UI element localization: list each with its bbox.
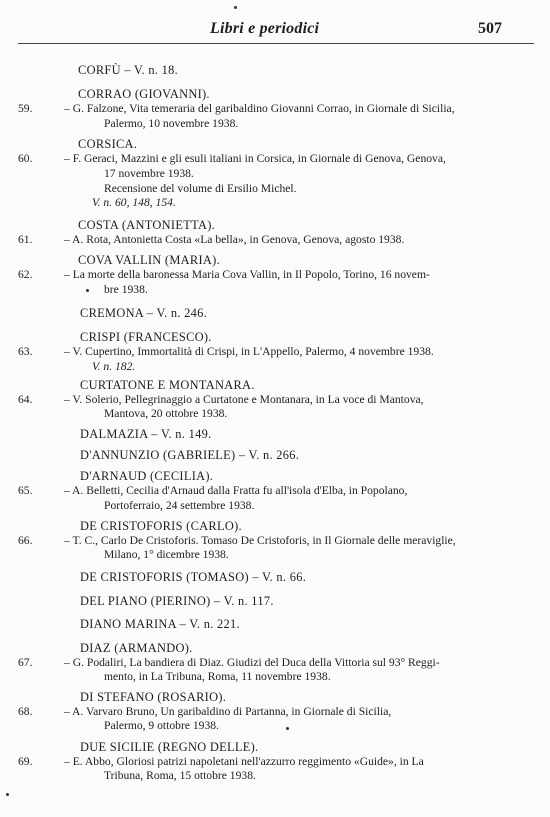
cross-reference: V. n. 182.: [92, 360, 136, 373]
subject-heading: DEL PIANO (PIERINO) – V. n. 117.: [80, 594, 274, 608]
print-speck: [286, 727, 289, 730]
print-speck: [234, 6, 237, 9]
entry-number: 67.: [18, 656, 33, 669]
subject-heading: D'ARNAUD (CECILIA).: [80, 469, 214, 483]
entry-line: – A. Rota, Antonietta Costa «La bella», in Genova, Genova, agosto 1938.: [64, 233, 405, 246]
entry-number: 61.: [18, 233, 33, 246]
entry-line: – T. C., Carlo De Cristoforis. Tomaso De Cristoforis, in Il Giornale delle meraviglie,: [64, 534, 456, 547]
entry-line: – F. Geraci, Mazzini e gli esuli italiani in Corsica, in Giornale di Genova, Genova,: [64, 152, 446, 165]
page-number: 507: [478, 20, 502, 37]
entry-number: 64.: [18, 393, 33, 406]
subject-heading: CORFÙ – V. n. 18.: [78, 63, 179, 77]
entry-line: – E. Abbo, Gloriosi patrizi napoletani nell'azzurro reggimento «Guide», in La: [64, 755, 424, 768]
entry-line: – A. Varvaro Bruno, Un garibaldino di Partanna, in Giornale di Sicilia,: [64, 705, 392, 718]
entry-line: – V. Solerio, Pellegrinaggio a Curtatone e Montanara, in La voce di Mantova,: [64, 393, 424, 406]
entry-continuation: Palermo, 10 novembre 1938.: [104, 117, 239, 130]
entry-continuation: 17 novembre 1938.: [104, 167, 194, 180]
running-title: Libri e periodici: [210, 20, 320, 37]
subject-heading: COSTA (ANTONIETTA).: [78, 218, 216, 232]
entry-number: 60.: [18, 152, 33, 165]
entry-line: – G. Falzone, Vita temeraria del garibaldino Giovanni Corrao, in Giornale di Sicilia,: [64, 102, 455, 115]
entry-note: Recensione del volume di Ersilio Michel.: [104, 182, 297, 195]
subject-heading: DI STEFANO (ROSARIO).: [80, 690, 227, 704]
entry-line: – A. Belletti, Cecilia d'Arnaud dalla Fratta fu all'isola d'Elba, in Popolano,: [64, 484, 408, 497]
subject-heading: CURTATONE E MONTANARA.: [80, 378, 255, 392]
print-speck: [6, 793, 9, 796]
subject-heading: DIANO MARINA – V. n. 221.: [80, 617, 240, 631]
entry-number: 59.: [18, 102, 33, 115]
entry-number: 65.: [18, 484, 33, 497]
entry-number: 63.: [18, 345, 33, 358]
cross-reference: V. n. 60, 148, 154.: [92, 196, 176, 209]
entry-line: – V. Cupertino, Immortalità di Crispi, in L'Appello, Palermo, 4 novembre 1938.: [64, 345, 434, 358]
entry-number: 68.: [18, 705, 33, 718]
entry-continuation: mento, in La Tribuna, Roma, 11 novembre 1938.: [104, 670, 331, 683]
entry-number: 62.: [18, 268, 33, 281]
entry-line: – La morte della baronessa Maria Cova Vallin, in Il Popolo, Torino, 16 novem-: [64, 268, 430, 281]
subject-heading: COVA VALLIN (MARIA).: [78, 253, 220, 267]
entry-continuation: Milano, 1° dicembre 1938.: [104, 548, 229, 561]
entry-continuation: Mantova, 20 ottobre 1938.: [104, 407, 228, 420]
running-header: [0, 18, 550, 44]
subject-heading: D'ANNUNZIO (GABRIELE) – V. n. 266.: [80, 448, 300, 462]
entry-number: 69.: [18, 755, 33, 768]
entry-continuation: Portoferraio, 24 settembre 1938.: [104, 499, 255, 512]
subject-heading: DUE SICILIE (REGNO DELLE).: [80, 740, 259, 754]
subject-heading: DE CRISTOFORIS (CARLO).: [80, 519, 242, 533]
header-rule: [18, 43, 534, 44]
entry-line: – G. Podaliri, La bandiera di Diaz. Giudizi del Duca della Vittoria sul 93° Reggi-: [64, 656, 440, 669]
subject-heading: DE CRISTOFORIS (TOMASO) – V. n. 66.: [80, 570, 307, 584]
subject-heading: CRISPI (FRANCESCO).: [80, 330, 212, 344]
subject-heading: CORSICA.: [78, 137, 138, 151]
entry-continuation: Tribuna, Roma, 15 ottobre 1938.: [104, 769, 256, 782]
entry-continuation: bre 1938.: [104, 283, 148, 296]
print-speck: [86, 289, 89, 292]
subject-heading: CORRAO (GIOVANNI).: [78, 87, 210, 101]
subject-heading: CREMONA – V. n. 246.: [80, 306, 208, 320]
subject-heading: DALMAZIA – V. n. 149.: [80, 427, 212, 441]
entry-number: 66.: [18, 534, 33, 547]
subject-heading: DIAZ (ARMANDO).: [80, 641, 193, 655]
entry-continuation: Palermo, 9 ottobre 1938.: [104, 719, 219, 732]
